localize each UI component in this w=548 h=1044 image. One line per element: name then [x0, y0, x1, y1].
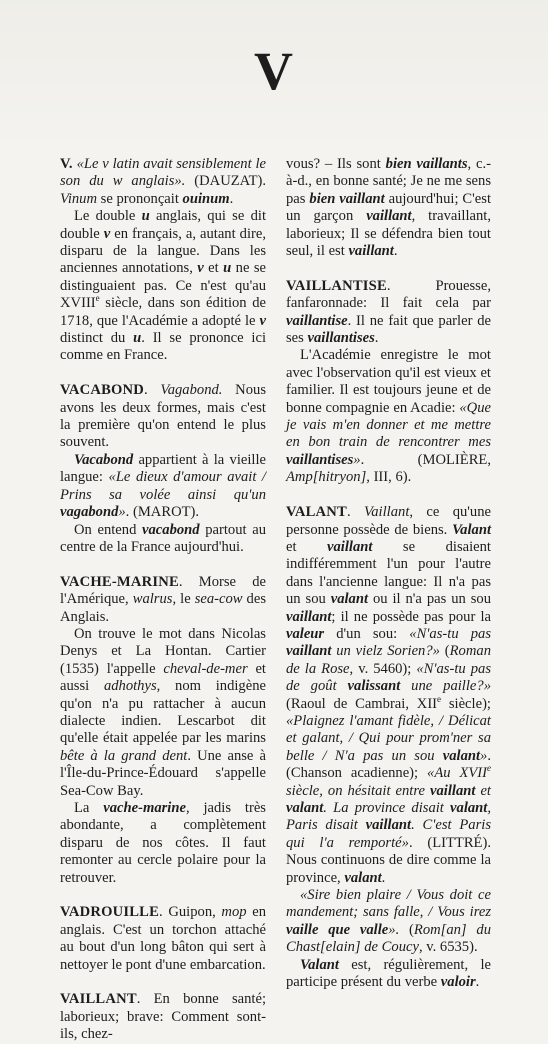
entry-vache-marine: VACHE-MARINE. Morse de l'Amérique, walrus, le sea-cow des Anglais.: [60, 573, 267, 625]
headword-vacabond: VACABOND: [60, 382, 145, 399]
entry-vaillantise: VAILLANTISE. Prouesse, fanfaronnade: Il fait cela par vaillantise. Il ne fait que parler de ses vaillantises.: [286, 277, 491, 347]
entry-vadrouille: VADROUILLE. Guipon, mop en anglais. C'est un torchon attaché au bout d'un long bâton qui sert à nettoyer le pont d'une embarcation.: [60, 904, 266, 973]
entry-vacabond-body2: On entend vacabond partout au centre de la France aujourd'hui.: [60, 521, 266, 555]
entry-valant: VALANT. Vaillant, ce qu'une personne possède de biens. Valant et vaillant se disaient indifféremment l'un pour l'autre dans l'ancienne langue: Il n'a pas un sou valant ou il n'a pas un sou vaillant; il ne possède pas pour la valeur d'un sou: «N'as-tu pas vaillant un vielz Sorien?» (Roman de la Rose, v. 5460); «N'as-tu pas de goût valissant une paille?» (Raoul de Cambrai, XIIe siècle); «Plaignez l'amant fidèle, / Délicat et galant, / Qui pour prom'ner sa belle / N'a pas un sou valant». (Chanson acadienne); «Au XVIIe siècle, on hésitait entre vaillant et valant. La province disait valant, Paris disait vaillant. C'est Paris qui l'a remporté». (LITTRÉ). Nous continuons de dire comme la province, valant.: [286, 504, 491, 886]
headword-vache-marine: VACHE-MARINE: [60, 573, 179, 590]
entry-vacabond: VACABOND. Vagabond. Nous avons les deux formes, mais c'est la première qu'on entend le plus souvent.: [60, 382, 266, 451]
entry-vaillant: VAILLANT. En bonne santé; laborieux; brave: Comment sont-ils, chez-: [60, 991, 266, 1043]
entry-vaillant-cont: vous? – Ils sont bien vaillants, c.-à-d., en bonne santé; Je ne me sens pas bien vaillant aujourd'hui; C'est un garçon vaillant, travaillant, laborieux; Il se défendra bien tout seul, il est vaillant.: [286, 156, 492, 260]
left-column: [60, 156, 266, 1044]
entry-v-body: Le double u anglais, qui se dit double v en français, a, autant dire, disparu de la langue. Dans les anciennes annotations, v et u ne se distinguaient pas. Ce n'est qu'au XVIIIe siècle, dans son édition de 1718, que l'Académie a adopté le v distinct du u. Il se prononce ici comme en France.: [60, 208, 266, 364]
right-column: [286, 156, 491, 991]
entry-valant-quote: «Sire bien plaire / Vous doit ce mandement; sans falle, / Vous irez vaille que valle». (Rom[an] du Chast[elain] de Coucy, v. 6535).: [286, 887, 492, 956]
headword-vadrouille: VADROUILLE: [60, 904, 160, 921]
entry-vache-marine-body: On trouve le mot dans Nicolas Denys et La Hontan. Cartier (1535) l'appelle cheval-de-mer et aussi adhothys, nom indigène qu'on n'a pu rattacher à aucun dialecte indien. Lescarbot dit qu'elle était appelée par les marins bête à la grand dent. Une anse à l'Île-du-Prince-Édouard s'appelle Sea-Cow Bay.: [60, 625, 266, 799]
entry-vaillantise-body: L'Académie enregistre le mot avec l'observation qu'il est vieux et familier. Il est toujours jeune et de bonne compagnie en Acadie: «Que je vais m'en donner et me mettre en bon train de rencontrer mes vaillantises». (MOLIÈRE, Amp[hitryon], III, 6).: [286, 347, 491, 486]
headword-valant: VALANT: [286, 504, 347, 521]
section-letter: V: [254, 41, 294, 101]
entry-valant-closing: Valant est, régulièrement, le participe présent du verbe valoir.: [286, 956, 491, 991]
headword-vaillantise: VAILLANTISE: [286, 277, 387, 294]
entry-vache-marine-body2: La vache-marine, jadis très abondante, a complètement disparu de nos côtes. Il faut remonter au cercle polaire pour la retrouver.: [60, 800, 266, 886]
entry-vacabond-body: Vacabond appartient à la vieille langue: «Le dieux d'amour avait / Prins sa volée ainsi qu'un vagabond». (MAROT).: [60, 451, 266, 521]
headword-v: V.: [60, 156, 73, 172]
entry-v: V. «Le v latin avait sensiblement le son du w anglais». (DAUZAT). Vinum se prononçait ouinum.: [60, 156, 266, 207]
headword-vaillant: VAILLANT: [60, 991, 137, 1008]
